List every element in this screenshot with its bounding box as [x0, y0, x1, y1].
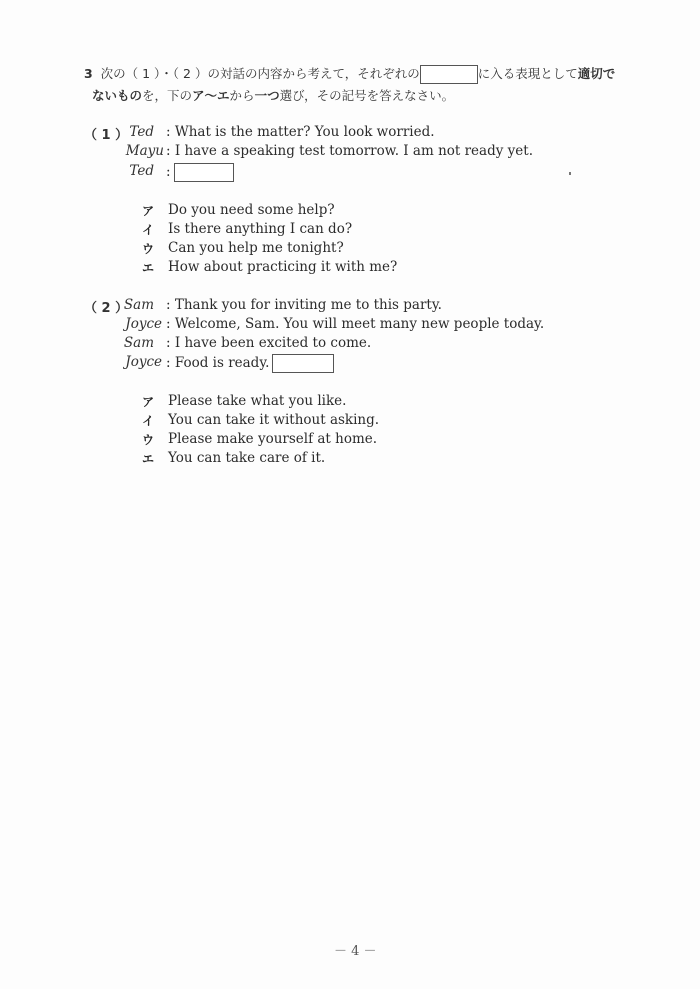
option-text: Do you need some help? — [168, 202, 335, 218]
answer-blank-2 — [272, 354, 334, 373]
option-text: Please take what you like. — [168, 393, 347, 409]
question-text-2a: を，下の — [142, 88, 193, 103]
option-mark: ア — [141, 395, 154, 409]
answer-blank-sample — [420, 65, 478, 84]
dialogue-line: : Welcome, Sam. You will meet many new people today. — [166, 316, 545, 332]
option-text: Please make yourself at home. — [168, 431, 378, 447]
question-line-2 — [92, 86, 454, 104]
question-text-1: 次の（ 1 ）・（ 2 ）の対話の内容から考えて，それぞれの — [100, 66, 420, 81]
dialogue-line: : What is the matter? You look worried. — [166, 124, 435, 140]
question-number: 3 — [84, 66, 93, 81]
dialogue-line: : Thank you for inviting me to this party. — [166, 297, 442, 313]
page-number: － 4 － — [334, 944, 377, 959]
option-mark: イ — [141, 223, 154, 237]
dialogue-colon: : — [166, 164, 171, 180]
speaker-joyce: Joyce — [125, 316, 162, 332]
speaker-ted: Ted — [129, 124, 154, 140]
option-mark: エ — [141, 452, 154, 466]
question-emphasis-2: ないもの — [92, 88, 143, 103]
question-text-2c: 選び，その記号を答えなさい。 — [279, 88, 455, 103]
option-text: Can you help me tonight? — [168, 240, 344, 256]
dialogue-text: : Food is ready. — [166, 355, 270, 371]
speaker-joyce: Joyce — [125, 354, 162, 370]
option-mark: ウ — [141, 433, 154, 447]
answer-blank-1 — [174, 163, 234, 182]
speaker-ted: Ted — [129, 163, 154, 179]
question-emphasis-4: 一つ — [254, 88, 280, 103]
question-emphasis-1: 適切で — [577, 66, 616, 81]
option-mark: エ — [141, 261, 154, 275]
option-text: How about practicing it with me? — [168, 259, 398, 275]
speaker-sam: Sam — [123, 335, 154, 351]
option-text: You can take it without asking. — [168, 412, 380, 428]
question-emphasis-3: ア～エ — [192, 88, 230, 103]
question-text-2b: から — [229, 88, 255, 103]
option-text: You can take care of it. — [168, 450, 326, 466]
dialogue-line — [166, 163, 234, 182]
question-text-1b: に入る表現として — [477, 66, 578, 81]
scan-speck — [569, 172, 571, 175]
option-text: Is there anything I can do? — [168, 221, 353, 237]
dialogue-line: : I have been excited to come. — [166, 335, 372, 351]
speaker-sam: Sam — [123, 297, 154, 313]
dialogue-line — [166, 354, 334, 373]
dialogue-line: : I have a speaking test tomorrow. I am not ready yet. — [166, 143, 533, 159]
speaker-mayu: Mayu — [125, 143, 164, 159]
question-line-1 — [84, 64, 615, 84]
option-mark: ア — [141, 204, 154, 218]
option-mark: ウ — [141, 242, 154, 256]
part-2-label: （ 2 ） — [84, 301, 129, 316]
part-1-label: （ 1 ） — [84, 128, 129, 143]
option-mark: イ — [141, 414, 154, 428]
